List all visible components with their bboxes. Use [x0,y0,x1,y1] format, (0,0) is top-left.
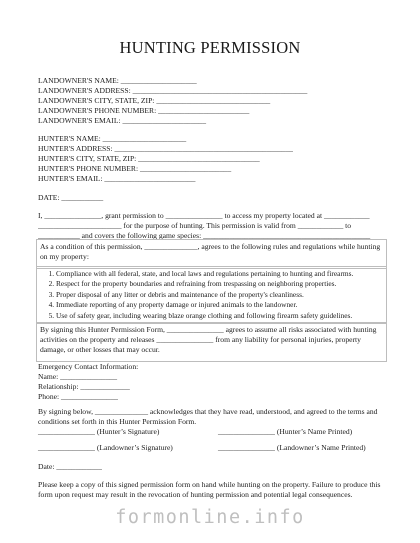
landowner-phone-line: LANDOWNER'S PHONE NUMBER: ________________________ [38,106,250,115]
page-title: HUNTING PERMISSION [119,38,301,57]
conditions-intro-box [36,239,387,269]
hunter-address-line: HUNTER'S ADDRESS: _______________________________________________ [38,144,293,153]
rule-item: 1. Compliance with all federal, state, and local laws and regulations pertaining to hunting and firearms. [56,269,383,279]
landowner-signature-line: _______________ (Landowner’s Signature) [38,443,173,452]
hunter-signature-line: _______________ (Hunter’s Signature) [38,427,160,436]
landowner-address-line: LANDOWNER'S ADDRESS: ______________________________________________ [38,86,308,95]
liability-text: By signing this Hunter Permission Form, _______________ agrees to assume all risks associated with hunting activities on the property and releases _______________ from any liability for personal injuries, property damage, or other losses that may occur. [40,325,377,355]
hunter-name-line: HUNTER'S NAME: ______________________ [38,134,187,143]
hunter-phone-line: HUNTER'S PHONE NUMBER: ________________________ [38,164,232,173]
liability-box [36,322,387,362]
rule-item: 2. Respect for the property boundaries and refraining from trespassing on neighboring properties. [56,279,383,289]
landowner-email-line: LANDOWNER'S EMAIL: ______________________ [38,116,207,125]
rule-item: 3. Proper disposal of any litter or debris and maintenance of the property's cleanliness. [56,290,383,300]
grant-paragraph: I, _______________, grant permission to _______________ to access my property located at ____________ ______________________ for the purpose of hunting. This permission is valid from ____________ to ___________ and covers the following game species: ____________________________________________ [38,211,371,241]
acknowledge-paragraph: By signing below, ______________ acknowledges that they have read, understood, and agreed to the terms and conditions set forth in this Hunter Permission Form. [38,407,378,427]
emergency-phone-line: Phone: _______________ [38,392,118,401]
conditions-intro: As a condition of this permission, ______________, agrees to the following rules and regulations while hunting on my property: [40,242,381,262]
rule-item: 4. Immediate reporting of any property damage or injured animals to the landowner. [56,300,383,310]
hunter-name-printed-line: _______________ (Hunter’s Name Printed) [218,427,353,436]
emergency-relationship-line: Relationship: _____________ [38,382,130,391]
date-line: DATE: ___________ [38,193,104,202]
rules-box [36,266,387,324]
landowner-name-printed-line: _______________ (Landowner’s Name Printed) [218,443,366,452]
emergency-name-line: Name: _______________ [38,372,118,381]
emergency-heading: Emergency Contact Information: [38,362,139,371]
bottom-date-line: Date: ____________ [38,462,102,471]
closing-paragraph: Please keep a copy of this signed permission form on hand while hunting on the property. Failure to produce this form upon request may result in the revocation of hunting permission and potential legal consequences. [38,480,381,500]
watermark-text: formonline.info [115,507,305,528]
hunter-email-line: HUNTER'S EMAIL: ________________________ [38,174,196,183]
landowner-name-line: LANDOWNER'S NAME: ____________________ [38,76,197,85]
hunter-city-line: HUNTER'S CITY, STATE, ZIP: ________________________________ [38,154,260,163]
rules-list [40,269,383,321]
landowner-city-line: LANDOWNER'S CITY, STATE, ZIP: ______________________________ [38,96,271,105]
rule-item: 5. Use of safety gear, including wearing blaze orange clothing and following firearm safety guidelines. [56,311,383,321]
